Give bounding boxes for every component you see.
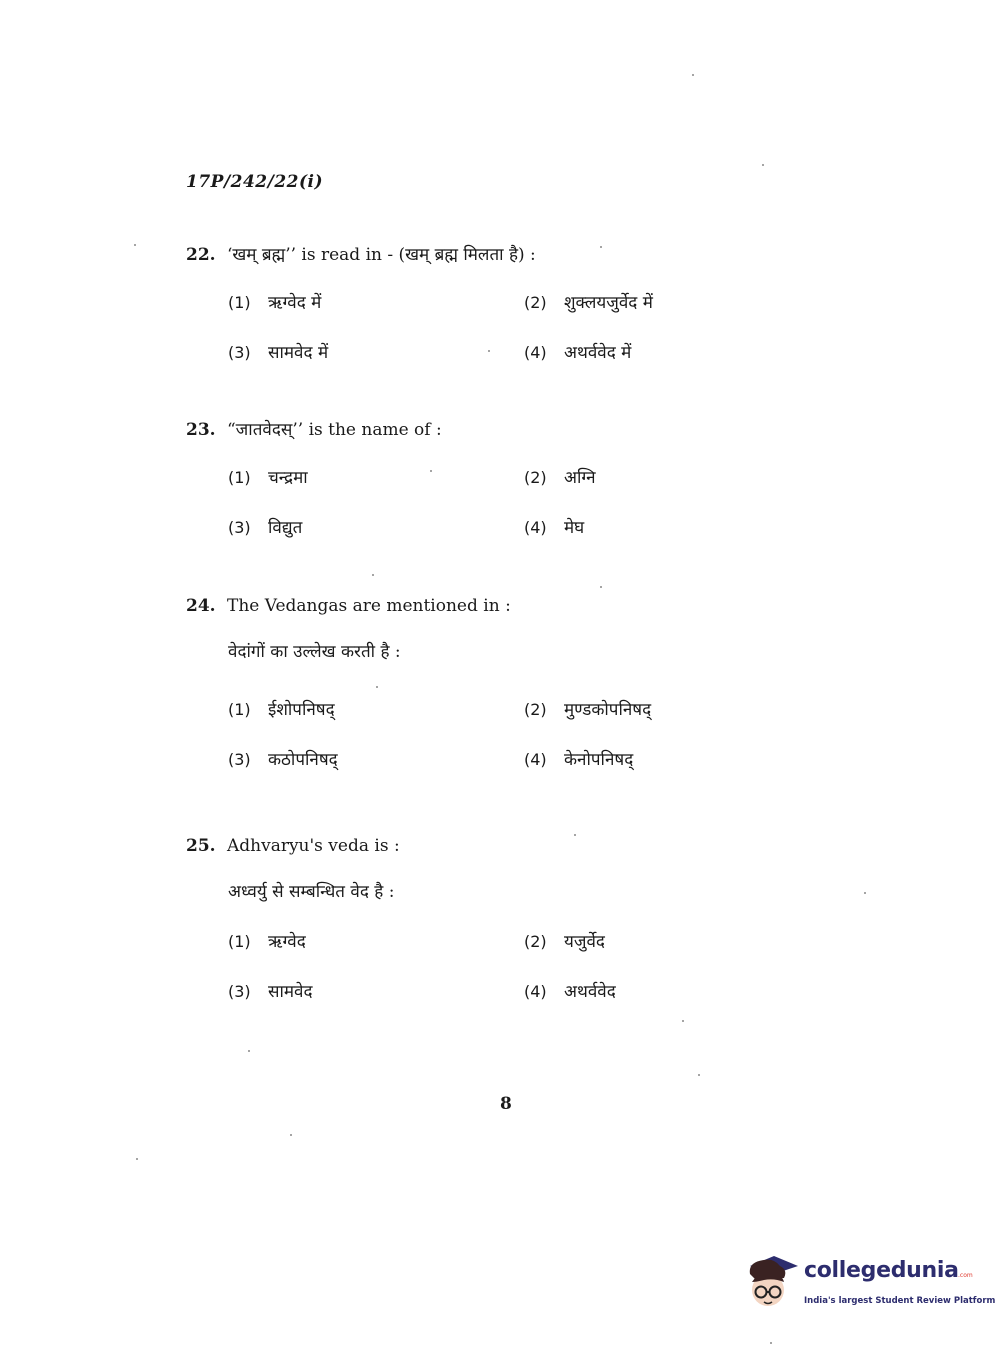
option-1: (1) ईशोपनिषद् — [228, 700, 335, 720]
scan-speck — [372, 574, 374, 576]
option-2: (2) शुक्लयजुर्वेद में — [524, 293, 653, 313]
collegedunia-logo — [744, 1252, 996, 1314]
question-text: The Vedangas are mentioned in : — [226, 596, 511, 616]
question-22 — [186, 243, 746, 365]
question-text: Adhvaryu's veda is : — [226, 836, 400, 856]
scan-speck — [488, 350, 490, 352]
question-text-hindi: वेदांगों का उल्लेख करती है : — [228, 642, 401, 662]
option-4: (4) केनोपनिषद् — [524, 750, 634, 770]
scan-speck — [136, 1158, 138, 1160]
option-1: (1) ऋग्वेद — [228, 932, 306, 952]
question-number: 22. — [186, 245, 216, 265]
scan-speck — [692, 74, 694, 76]
options — [228, 698, 746, 772]
question-25 — [186, 834, 746, 1004]
question-number: 25. — [186, 836, 216, 856]
scan-speck — [770, 1342, 772, 1344]
option-4: (4) मेघ — [524, 518, 585, 538]
question-text: “जातवेदस्’’ is the name of : — [226, 420, 442, 440]
option-1: (1) ऋग्वेद में — [228, 293, 322, 313]
options — [228, 930, 746, 1004]
scan-speck — [134, 244, 136, 246]
scan-speck — [574, 834, 576, 836]
scan-speck — [864, 892, 866, 894]
option-2: (2) यजुर्वेद — [524, 932, 605, 952]
question-stem — [186, 418, 746, 442]
option-2: (2) अग्नि — [524, 468, 596, 488]
scan-speck — [698, 1074, 700, 1076]
brand-tagline: India's largest Student Review Platform — [804, 1296, 996, 1306]
scan-speck — [600, 586, 602, 588]
option-3: (3) सामवेद में — [228, 343, 329, 363]
question-number: 23. — [186, 420, 216, 440]
scan-speck — [682, 1020, 684, 1022]
question-23 — [186, 418, 746, 540]
option-4: (4) अथर्ववेद में — [524, 343, 632, 363]
option-4: (4) अथर्ववेद — [524, 982, 616, 1002]
option-3: (3) सामवेद — [228, 982, 313, 1002]
option-1: (1) चन्द्रमा — [228, 468, 308, 488]
option-2: (2) मुण्डकोपनिषद् — [524, 700, 652, 720]
question-text-hindi: अध्वर्यु से सम्बन्धित वेद है : — [228, 882, 395, 902]
question-stem — [186, 594, 746, 618]
brand-domain: .com — [958, 1272, 973, 1279]
paper-code: 17P/242/22(i) — [186, 172, 324, 192]
option-3: (3) विद्युत — [228, 518, 303, 538]
question-number: 24. — [186, 596, 216, 616]
options — [228, 466, 746, 540]
question-text: ‘खम् ब्रह्म’’ is read in - (खम् ब्रह्म मिलता है) : — [226, 245, 536, 265]
scan-speck — [762, 164, 764, 166]
page-number: 8 — [500, 1094, 512, 1114]
scan-speck — [376, 686, 378, 688]
option-3: (3) कठोपनिषद् — [228, 750, 338, 770]
scan-speck — [430, 470, 432, 472]
scan-speck — [600, 246, 602, 248]
question-stem — [186, 834, 746, 858]
options — [228, 291, 746, 365]
brand-name: collegedunia — [804, 1258, 959, 1283]
mascot-icon — [744, 1252, 800, 1310]
question-stem — [186, 243, 746, 267]
scan-speck — [290, 1134, 292, 1136]
scan-speck — [248, 1050, 250, 1052]
question-24 — [186, 594, 746, 772]
